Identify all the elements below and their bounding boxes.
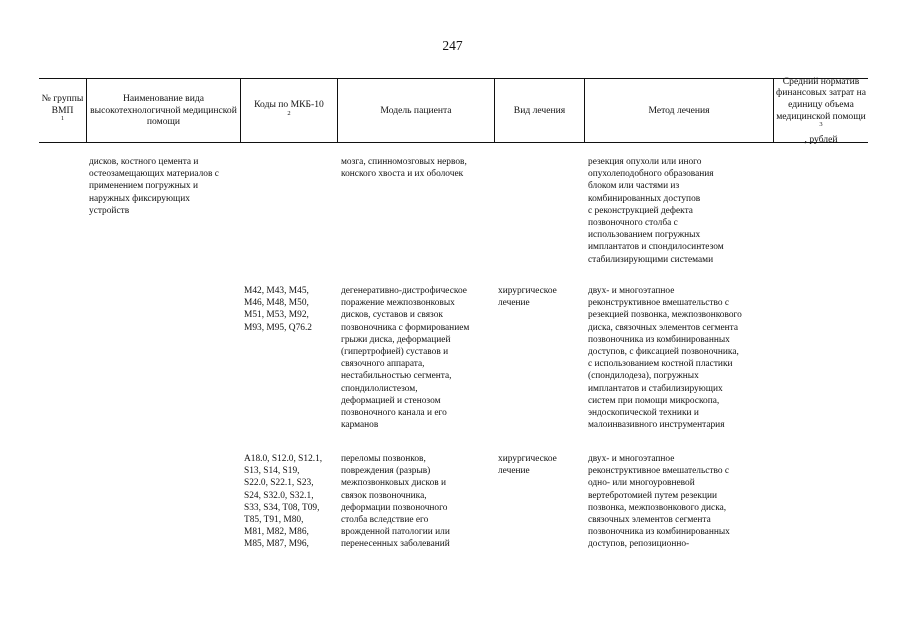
header-average-cost: Средний норматив финансовых затрат на единицу объема медицинской помощи $^3$ , рублей: [775, 75, 866, 145]
row-3-treatment-method: двух- и многоэтапное реконструктивное вмешательство с одно- или многоуровневой вертебротомией путем резекции позвонка, межпозвонкового диска, связочных элементов сегмента позвоночника из комбинированных доступов, репозиционно-: [588, 454, 730, 550]
row-3-icd-codes: A18.0, S12.0, S12.1, S13, S14, S19, S22.0, S22.1, S23, S24, S32.0, S32.1, S33, S34, T08, T09, T85, T91, M80, M81, M82, M86, M85, M87, M96,: [244, 454, 323, 550]
header-patient-model: Модель пациента: [380, 104, 452, 116]
row-2-icd-codes: M42, M43, M45, M46, M48, M50, M51, M53, M92, M93, M95, Q76.2: [244, 286, 312, 333]
row-3-patient-model: переломы позвонков, повреждения (разрыв) межпозвонковых дисков и связок позвоночника, деформации позвоночного столба вследствие его врожденной патологии или перенесенных заболеваний: [341, 454, 450, 550]
header-care-type-name: Наименование вида высокотехнологичной медицинской помощи: [90, 93, 237, 128]
header-treatment-type: Вид лечения: [513, 104, 566, 116]
row-1-treatment-method: резекция опухоли или иного опухолеподобного образования блоком или частями из комбинированных доступов с реконструкцией дефекта позвоночного столба с использованием погружных имплантатов и спондилосинтезом стабилизирующими системами: [588, 157, 724, 265]
row-1-care-type-name: дисков, костного цемента и остеозамещающих материалов с применением погружных и наружных фиксирующих устройств: [89, 157, 219, 216]
row-2-patient-model: дегенеративно-дистрофическое поражение межпозвонковых дисков, суставов и связок позвоночника с формированием грыжи диска, деформацией (гипертрофией) суставов и связочного аппарата, нестабильностью сегмента, спондилолистезом, деформацией и стенозом позвоночного канала и его карманов: [341, 286, 470, 431]
row-3-treatment-type: хирургическое лечение: [498, 454, 557, 477]
page-number: 247: [442, 38, 463, 53]
row-1-patient-model: мозга, спинномозговых нервов, конского хвоста и их оболочек: [341, 157, 467, 180]
header-bottom-border: [39, 142, 868, 143]
header-treatment-method: Метод лечения: [648, 104, 710, 116]
row-2-treatment-method: двух- и многоэтапное реконструктивное вмешательство с резекцией позвонка, межпозвонкового диска, связочных элементов сегмента позвоночника из комбинированных доступов, с фиксацией позвоночника, с использованием костной пластики (спондилодеза), погружных имплантатов и стабилизирующих систем при помощи микроскопа, эндоскопической техники и малоинвазивного инструментария: [588, 286, 742, 431]
header-icd-codes: Коды по МКБ-10 $^2$: [254, 98, 324, 117]
header-group-number: № группы ВМП $^1$: [41, 93, 84, 123]
row-2-treatment-type: хирургическое лечение: [498, 286, 557, 309]
